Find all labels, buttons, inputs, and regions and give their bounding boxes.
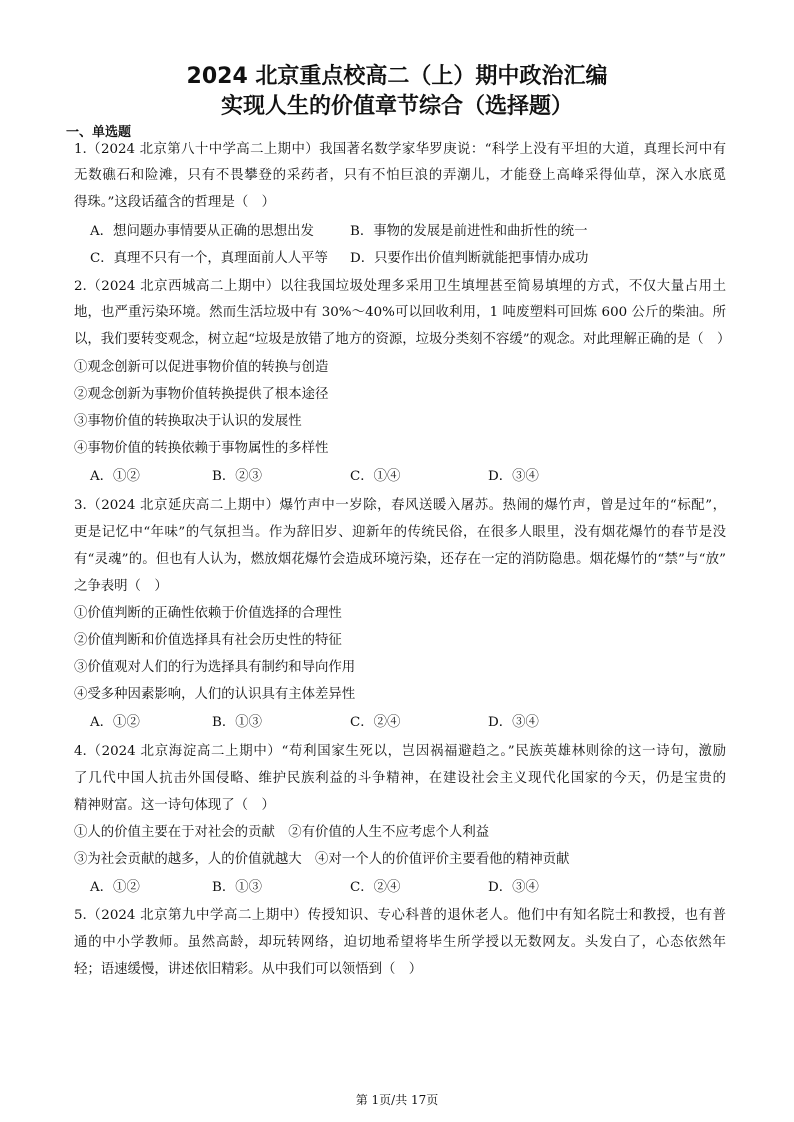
question-4-stem-line: 4.（2024 北京海淀高二上期中）“苟利国家生死以，岂因祸福避趋之。”民族英雄林则徐的这一诗句，激励 (74, 744, 726, 759)
question-4-statement: ③为社会贡献的越多，人的价值就越大 ④对一个人的价值评价主要看他的精神贡献 (74, 852, 570, 867)
question-2-stem-line: 2.（2024 北京西城高二上期中）以往我国垃圾处理多采用卫生填埋甚至简易填埋的方式，不仅大量占用土 (74, 279, 726, 294)
question-2-stem-line: 地，也严重污染环境。然而生活垃圾中有 30%～40%可以回收利用，1 吨废塑料可回炼 600 公斤的柴油。所 (74, 305, 726, 320)
question-3-stem-line: 更是记忆中“年味”的气氛担当。作为辞旧岁、迎新年的传统民俗，在很多人眼里，没有烟花爆竹的春节是没 (74, 525, 726, 540)
question-4-option-c: C．②④ (350, 880, 401, 895)
page-footer: 第 1页/共 17页 (355, 1093, 439, 1107)
question-1-option-a: A．想问题办事情要从正确的思想出发 (90, 224, 314, 239)
question-4-stem-line: 了几代中国人抗击外国侵略、维护民族利益的斗争精神，在建设社会主义现代化国家的今天，仍是宝贵的 (74, 771, 726, 786)
question-2-stem-line: 以，我们要转变观念，树立起“垃圾是放错了地方的资源，垃圾分类刻不容缓”的观念。对此理解正确的是（ ） (74, 332, 731, 347)
question-5-stem-line: 轻；语速缓慢，讲述依旧精彩。从中我们可以领悟到（ ） (74, 962, 423, 977)
question-3-statement: ①价值判断的正确性依赖于价值选择的合理性 (74, 606, 342, 621)
question-2-statement: ①观念创新可以促进事物价值的转换与创造 (74, 360, 329, 375)
question-4-option-d: D．③④ (488, 880, 539, 895)
question-1-option-d: D．只要作出价值判断就能把事情办成功 (350, 251, 589, 266)
section-heading: 一、单选题 (66, 125, 132, 140)
question-3-statement: ③价值观对人们的行为选择具有制约和导向作用 (74, 660, 356, 675)
question-4-option-b: B．①③ (212, 880, 263, 895)
question-2-option-b: B．②③ (212, 469, 263, 484)
question-1-option-b: B．事物的发展是前进性和曲折性的统一 (350, 224, 588, 239)
question-1-stem-line: 1.（2024 北京第八十中学高二上期中）我国著名数学家华罗庚说：“科学上没有平坦的大道，真理长河中有 (74, 142, 726, 157)
question-1-stem-line: 得珠。”这段话蕴含的哲理是（ ） (74, 195, 276, 210)
question-2-statement: ④事物价值的转换依赖于事物属性的多样性 (74, 441, 329, 456)
question-4-stem-line: 精神财富。这一诗句体现了（ ） (74, 798, 275, 813)
question-4-option-a: A．①② (90, 880, 140, 895)
question-3-stem-line: 3.（2024 北京延庆高二上期中）爆竹声中一岁除，春风送暖入屠苏。热闹的爆竹声，曾是过年的“标配”， (74, 498, 726, 513)
document-title-line1: 2024 北京重点校高二（上）期中政治汇编 (186, 64, 608, 89)
document-title-line2: 实现人生的价值章节综合（选择题） (220, 94, 573, 119)
question-3-stem-line: 有“灵魂”的。但也有人认为，燃放烟花爆竹会造成环境污染，还存在一定的消防隐患。烟花爆竹的“禁”与“放” (74, 552, 726, 567)
question-3-option-b: B．①③ (212, 715, 263, 730)
question-5-stem-line: 通的中小学教师。虽然高龄，却玩转网络，迫切地希望将毕生所学授以无数网友。头发白了，心态依然年 (74, 935, 726, 950)
question-3-statement: ②价值判断和价值选择具有社会历史性的特征 (74, 633, 342, 648)
question-2-option-c: C．①④ (350, 469, 401, 484)
question-2-option-a: A．①② (90, 469, 140, 484)
question-3-option-a: A．①② (90, 715, 140, 730)
question-2-statement: ③事物价值的转换取决于认识的发展性 (74, 414, 302, 429)
question-2-option-d: D．③④ (488, 469, 539, 484)
question-3-statement: ④受多种因素影响，人们的认识具有主体差异性 (74, 687, 356, 702)
question-3-option-d: D．③④ (488, 715, 539, 730)
question-2-statement: ②观念创新为事物价值转换提供了根本途径 (74, 387, 329, 402)
question-5-stem-line: 5.（2024 北京第九中学高二上期中）传授知识、专心科普的退休老人。他们中有知名院士和教授，也有普 (74, 908, 726, 923)
question-3-option-c: C．②④ (350, 715, 401, 730)
question-4-statement: ①人的价值主要在于对社会的贡献 ②有价值的人生不应考虑个人利益 (74, 825, 490, 840)
question-1-option-c: C．真理不只有一个，真理面前人人平等 (90, 251, 328, 266)
question-3-stem-line: 之争表明（ ） (74, 579, 168, 594)
question-1-stem-line: 无数礁石和险滩，只有不畏攀登的采药者，只有不怕巨浪的弄潮儿，才能登上高峰采得仙草，深入水底觅 (74, 168, 726, 183)
